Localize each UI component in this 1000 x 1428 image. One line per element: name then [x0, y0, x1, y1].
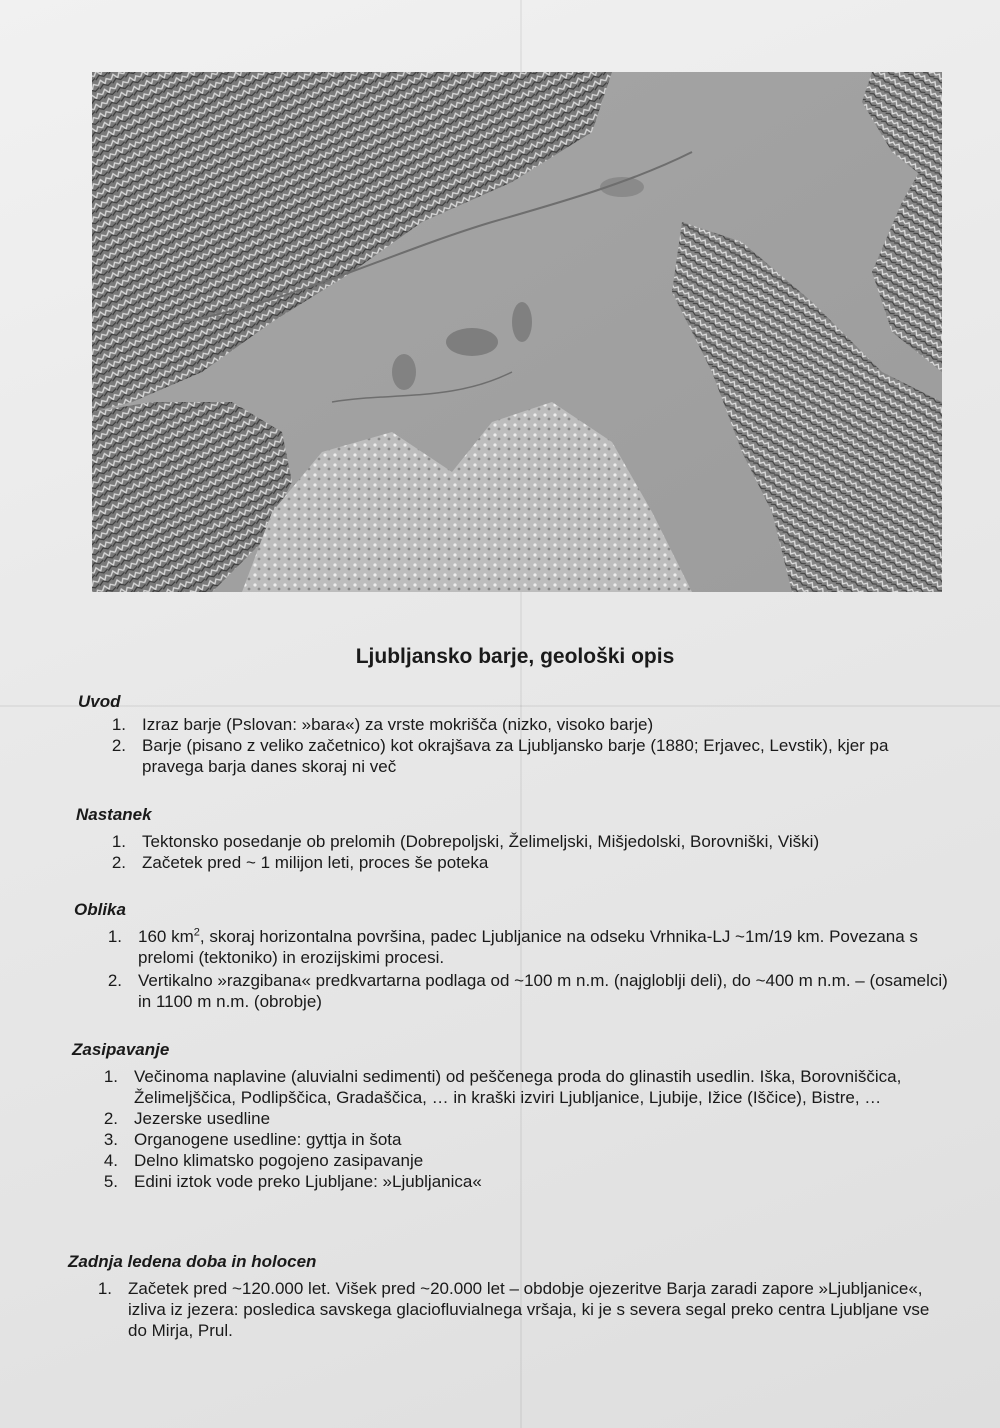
section-nastanek	[0, 805, 1000, 873]
relief-map-image	[92, 72, 942, 592]
list-item: 2. Jezerske usedline	[103, 1109, 271, 1128]
section-heading: Uvod	[78, 692, 121, 711]
list-item: 1. Tektonsko posedanje ob prelomih (Dobrepoljski, Želimeljski, Mišjedolski, Borovniški, Viški)	[111, 832, 820, 851]
section-heading: Oblika	[74, 900, 126, 919]
document-title: Ljubljansko barje, geološki opis	[355, 645, 675, 668]
list-item: 2. Vertikalno »razgibana« predkvartarna podlaga od ~100 m n.m. (najgloblji deli), do ~400 m n.m. – (osamelci) in 1100 m n.m. (obrobje)	[107, 971, 948, 1011]
list-item: 4. Delno klimatsko pogojeno zasipavanje	[103, 1151, 424, 1170]
list-item: 1. 160 $km^2$, skoraj horizontalna površina, padec Ljubljanice na odseku Vrhnika-LJ ~1m/19 km. Povezana s prelomi (tektoniko) in erozijskimi procesi.	[107, 926, 918, 967]
section-heading: Zadnja ledena doba in holocen	[68, 1252, 317, 1271]
section-zasipavanje	[0, 1040, 1000, 1192]
list-item: 5. Edini iztok vode preko Ljubljane: »Ljubljanica«	[103, 1172, 482, 1191]
list-item: 1. Izraz barje (Pslovan: »bara«) za vrste mokrišča (nizko, visoko barje)	[111, 715, 654, 734]
section-zadnja-ledena-doba	[0, 1252, 1000, 1341]
list-item: 2. Začetek pred ~ 1 milijon leti, proces še poteka	[111, 853, 489, 872]
list-item: 3. Organogene usedline: gyttja in šota	[103, 1130, 402, 1149]
list-item: 2. Barje (pisano z veliko začetnico) kot okrajšava za Ljubljansko barje (1880; Erjavec, Levstik), kjer pa pravega barja danes skoraj ni več	[111, 736, 889, 776]
section-uvod	[0, 692, 1000, 777]
section-oblika	[0, 900, 1000, 1012]
section-heading: Zasipavanje	[72, 1040, 170, 1059]
list-item: 1. Večinoma naplavine (aluvialni sedimenti) od peščenega proda do glinastih usedlin. Iška, Borovniščica, Želimeljščica, Podlipščica, Gradaščica, … in kraški izviri Ljubljanice, Ljubije, Ižice (Iščice), Bistre, …	[103, 1067, 902, 1107]
list-item: 1. Začetek pred ~120.000 let. Višek pred ~20.000 let – obdobje ojezeritve Barja zaradi zapore »Ljubljanice«, izliva iz jezera: posledica savskega glaciofluvialnega vršaja, ki je s severa segal preko centra Ljubljane vse do Mirja, Prul.	[97, 1279, 930, 1340]
section-heading: Nastanek	[76, 805, 152, 824]
relief-map-icon	[92, 72, 942, 592]
